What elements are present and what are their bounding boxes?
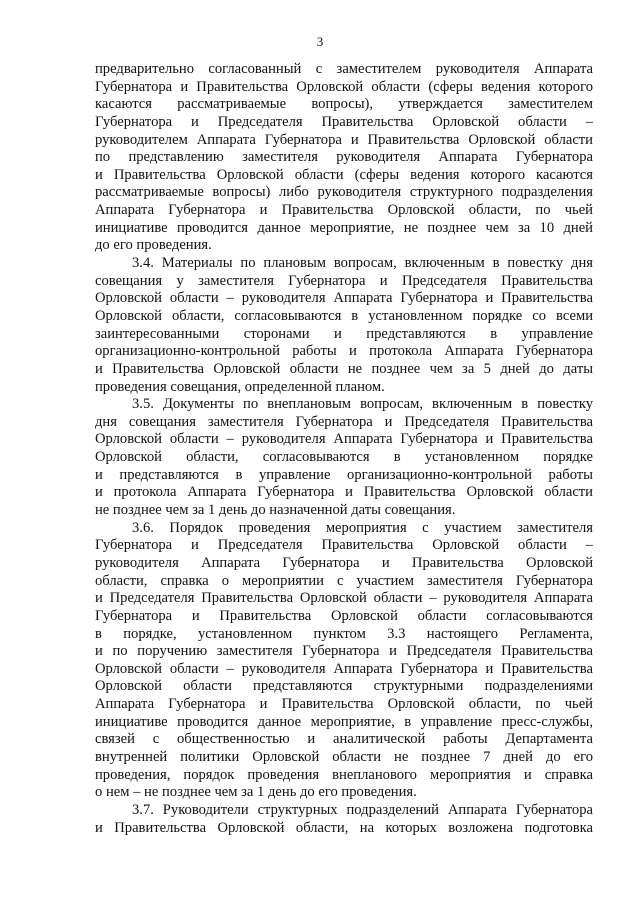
- paragraph-3-7: [95, 802, 593, 837]
- text-line: области, справка о мероприятии с участием заместителя Губернатора: [95, 572, 593, 589]
- text-line: и представляются в управление организационно-контрольной работы: [95, 466, 593, 483]
- text-line: Орловской области представляются структурными подразделениями: [95, 678, 593, 695]
- text-line: предварительно согласованный с заместителем руководителя Аппарата: [95, 61, 593, 77]
- text-line: 3.7. Руководители структурных подразделений Аппарата Губернатора: [132, 801, 593, 818]
- text-line: совещания у заместителя Губернатора и Председателя Правительства: [95, 272, 593, 289]
- paragraph-3-5: [95, 396, 593, 519]
- text-line: и Правительства Орловской области не позднее чем за 5 дней до даты: [95, 360, 593, 377]
- text-line: Аппарата Губернатора и Правительства Орловской области, по чьей: [95, 696, 593, 713]
- text-line: Аппарата Губернатора и Правительства Орловской области, по чьей: [95, 202, 593, 219]
- text-line: Орловской области – руководителя Аппарата Губернатора и Правительства: [95, 290, 593, 307]
- text-line: и Правительства Орловской области, на которых возложена подготовка: [95, 819, 593, 836]
- text-line: проведения, порядок проведения внепланового мероприятия и справка: [95, 766, 593, 783]
- text-line: Губернатора и Председателя Правительства Орловской области –: [95, 537, 593, 554]
- text-line: до его проведения.: [95, 237, 212, 254]
- text-line: организационно-контрольной работы и протокола Аппарата Губернатора: [95, 343, 593, 360]
- text-line: инициативе проводится данное мероприятие, в управление пресс-службы,: [95, 713, 593, 730]
- text-line: Орловской области – руководителя Аппарата Губернатора и Правительства: [95, 660, 593, 677]
- text-line: о нем – не позднее чем за 1 день до его проведения.: [95, 784, 417, 801]
- text-line: Губернатора и Председателя Правительства Орловской области –: [95, 113, 593, 130]
- text-line: Губернатора и Правительства Орловской области согласовываются: [95, 607, 593, 624]
- text-line: и Правительства Орловской области (сферы ведения которого касаются: [95, 166, 593, 183]
- text-line: руководителем Аппарата Губернатора и Правительства Орловской области: [95, 131, 593, 148]
- text-line: Орловской области – руководителя Аппарата Губернатора и Правительства: [95, 431, 593, 448]
- text-line: 3.6. Порядок проведения мероприятия с участием заместителя: [132, 519, 593, 536]
- paragraph-3-6: [95, 520, 593, 802]
- text-line: внутренней политики Орловской области не позднее 7 дней до его: [95, 748, 593, 765]
- text-line: не позднее чем за 1 день до назначенной даты совещания.: [95, 502, 456, 519]
- text-line: дня совещания заместителя Губернатора и Председателя Правительства: [95, 413, 593, 430]
- text-line: по представлению заместителя руководителя Аппарата Губернатора: [95, 149, 593, 166]
- text-line: и протокола Аппарата Губернатора и Правительства Орловской области: [95, 484, 593, 501]
- text-line: Губернатора и Правительства Орловской области (сферы ведения которого: [95, 78, 593, 95]
- text-line: Орловской области, согласовываются в установленном порядке: [95, 449, 593, 466]
- text-line: рассматриваемые вопросы) либо руководителя структурного подразделения: [95, 184, 593, 201]
- text-line: инициативе проводится данное мероприятие, не позднее чем за 10 дней: [95, 219, 593, 236]
- text-line: заинтересованными сторонами и представляются в управление: [95, 325, 593, 342]
- paragraph-continuation: [95, 61, 593, 255]
- text-line: Орловской области, согласовываются в установленном порядке со всеми: [95, 307, 593, 324]
- text-line: касаются рассматриваемые вопросы), утверждается заместителем: [95, 96, 593, 113]
- text-line: связей с общественностью и аналитической работы Департамента: [95, 731, 593, 748]
- text-line: 3.4. Материалы по плановым вопросам, включенным в повестку дня: [132, 255, 593, 272]
- text-line: и Председателя Правительства Орловской области – руководителя Аппарата: [95, 590, 593, 607]
- text-line: проведения совещания, определенной планом.: [95, 378, 385, 395]
- page-number: 3: [316, 34, 324, 49]
- text-line: и по поручению заместителя Губернатора и Председателя Правительства: [95, 643, 593, 660]
- text-line: в порядке, установленном пунктом 3.3 настоящего Регламента,: [95, 625, 593, 642]
- text-line: руководителя Аппарата Губернатора и Правительства Орловской: [95, 554, 593, 571]
- document-body: [95, 61, 593, 837]
- text-line: 3.5. Документы по внеплановым вопросам, включенным в повестку: [132, 396, 593, 413]
- paragraph-3-4: [95, 255, 593, 396]
